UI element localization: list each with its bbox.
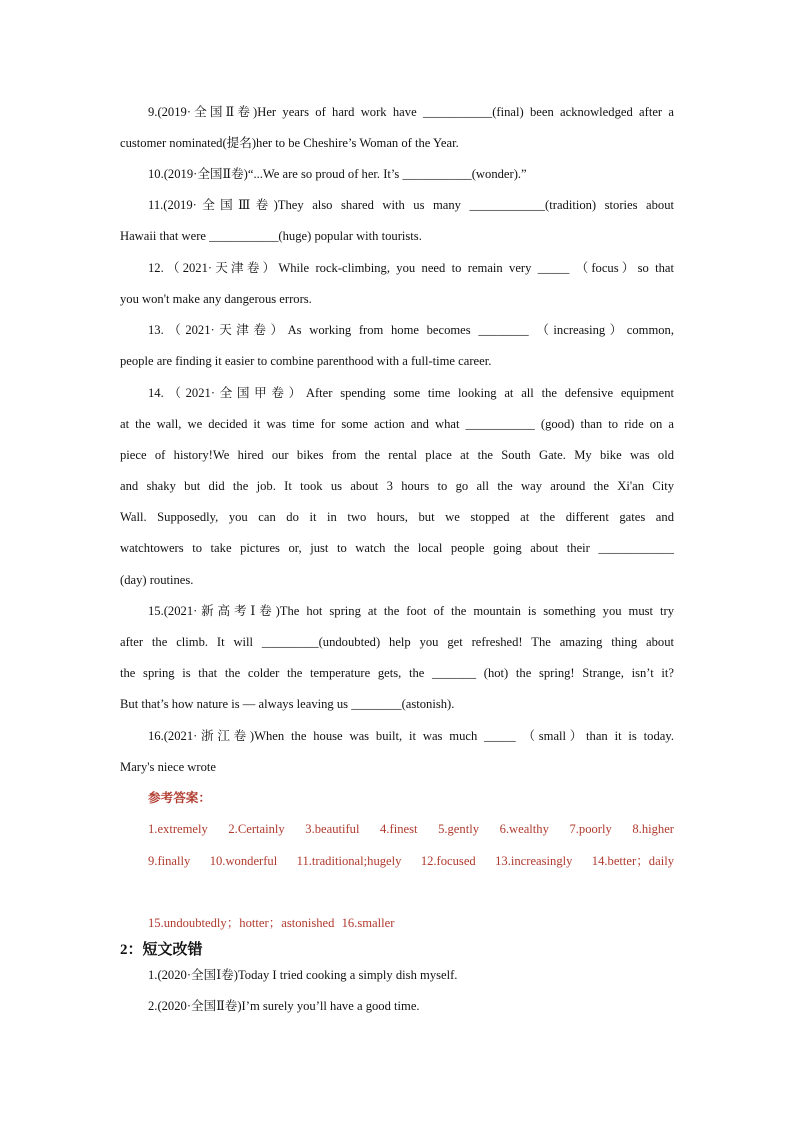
question-13-line-1: 13.（2021·天津卷）As working from home becomes ________ （increasing）common, [148,323,674,337]
question-14-line-6: watchtowers to take pictures or, just to watch the local people going about their ____________ [120,541,674,555]
question-13-line-2: people are finding it easier to combine parenthood with a full-time career. [120,354,492,368]
question-9-line-2: customer nominated(提名)her to be Cheshire’s Woman of the Year. [120,136,459,150]
question-14-line-5: Wall. Supposedly, you can do it in two hours, but we stopped at the different gates and [120,510,674,524]
question-15-line-2: after the climb. It will _________(undoubted) help you get refreshed! The amazing thing about [120,635,674,649]
question-11-line-1: 11.(2019·全国Ⅲ卷)They also shared with us many ____________(tradition) stories about [148,198,674,212]
question-12-line-1: 12.（2021·天津卷）While rock-climbing, you need to remain very _____ （focus）so that [148,261,674,275]
question-15-line-3: the spring is that the colder the temperature gets, the _______ (hot) the spring! Strange, isn’t it? [120,666,674,680]
section-2-title: 2：短文改错 [120,942,203,958]
error-correction-item-2: 2.(2020·全国Ⅱ卷)I’m surely you’ll have a good time. [148,999,420,1013]
question-14-line-1: 14.（2021·全国甲卷）After spending some time looking at all the defensive equipment [148,386,674,400]
answer-key-title: 参考答案： [148,791,211,805]
question-14-line-4: and shaky but did the job. It took us about 3 hours to go all the way around the Xi'an City [120,479,674,493]
answer-row-1: 1.extremely 2.Certainly 3.beautiful 4.finest 5.gently 6.wealthy 7.poorly 8.higher [148,822,674,836]
question-12-line-2: you won't make any dangerous errors. [120,292,312,306]
question-15-line-1: 15.(2021·新高考Ⅰ卷)The hot spring at the foot of the mountain is something you must try [148,604,674,618]
question-15-line-4: But that’s how nature is — always leaving us ________(astonish). [120,697,455,711]
question-14-line-2: at the wall, we decided it was time for some action and what ___________ (good) than to ride on a [120,417,674,431]
question-14-line-3: piece of history!We hired our bikes from the rental place at the South Gate. My bike was old [120,448,674,462]
error-correction-item-1: 1.(2020·全国Ⅰ卷)Today I tried cooking a simply dish myself. [148,968,458,982]
question-14-line-7: (day) routines. [120,573,194,587]
question-10: 10.(2019·全国Ⅱ卷)“...We are so proud of her. It’s ___________(wonder).” [148,167,527,181]
answer-row-2: 9.finally 10.wonderful 11.traditional;hugely 12.focused 13.increasingly 14.better；daily [148,854,674,868]
answer-row-3: 15.undoubtedly；hotter；astonished 16.smaller [148,916,395,930]
question-11-line-2: Hawaii that were ___________(huge) popular with tourists. [120,229,422,243]
question-16-line-2: Mary's niece wrote [120,760,216,774]
question-9-line-1: 9.(2019·全国Ⅱ卷)Her years of hard work have ___________(final) been acknowledged after a [148,105,674,119]
question-16-line-1: 16.(2021·浙江卷)When the house was built, it was much _____ （small）than it is today. [148,729,674,743]
